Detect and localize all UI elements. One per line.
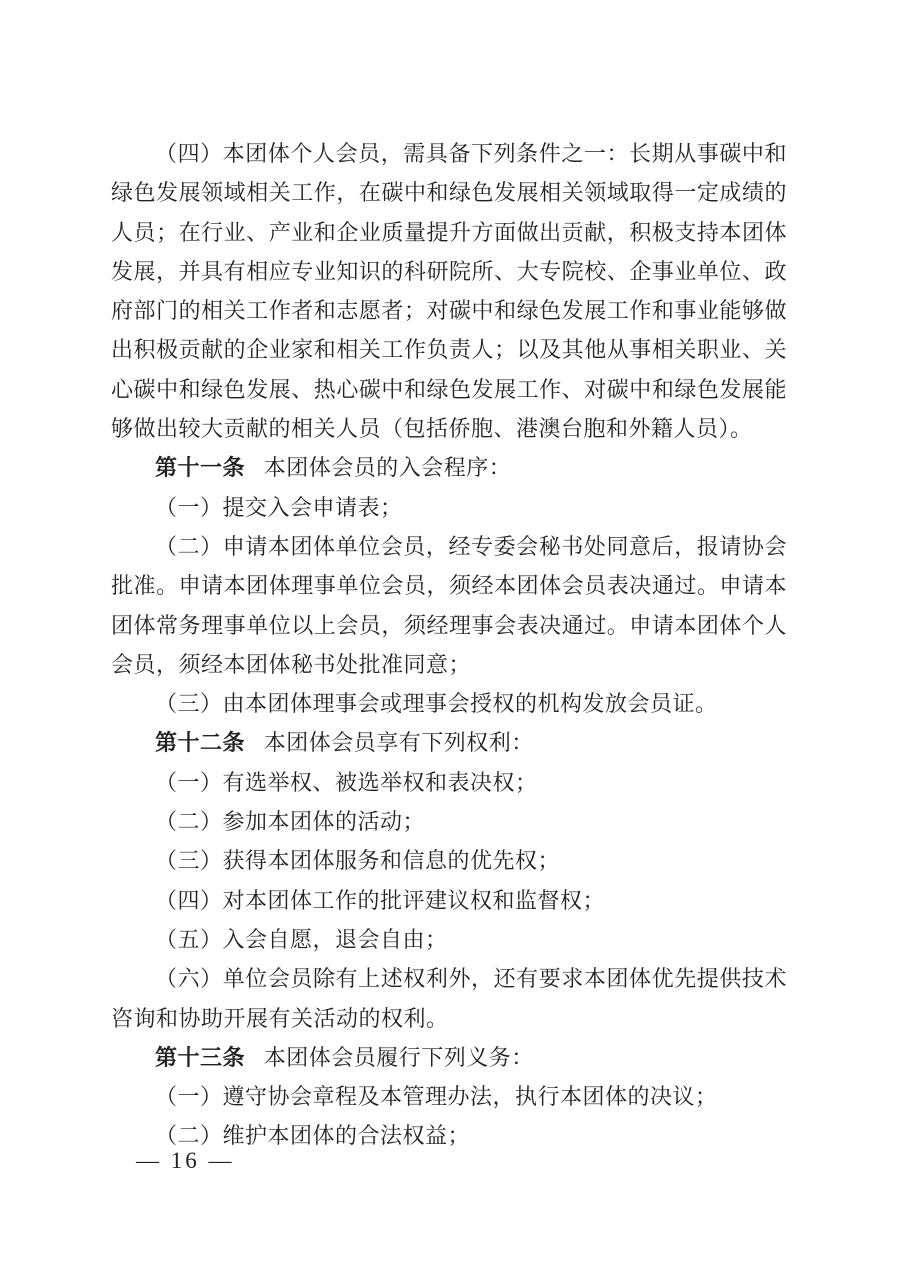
clause-item: （三）由本团体理事会或理事会授权的机构发放会员证。	[155, 691, 718, 717]
article-paragraph	[111, 448, 787, 487]
body-paragraph: （四）本团体个人会员，需具备下列条件之一：长期从事碳中和绿色发展领域相关工作，在碳中和绿色发展相关领域取得一定成绩的人员；在行业、产业和企业质量提升方面做出贡献，积极支持本团体发展，并具有相应专业知识的科研院所、大专院校、企事业单位、政府部门的相关工作者和志愿者；对碳中和绿色发展工作和事业能够做出积极贡献的企业家和相关工作负责人；以及其他从事相关职业、关心碳中和绿色发展、热心碳中和绿色发展工作、对碳中和绿色发展能够做出较大贡献的相关人员（包括侨胞、港澳台胞和外籍人员）。	[111, 141, 787, 442]
page-number: — 16 —	[136, 1148, 235, 1173]
clause-item: （二）维护本团体的合法权益；	[155, 1123, 471, 1149]
article-number: 第十三条	[155, 1044, 246, 1070]
article-number: 第十二条	[155, 730, 246, 756]
article-number: 第十一条	[155, 455, 246, 481]
clause-item: （四）对本团体工作的批评建议权和监督权；	[155, 887, 606, 913]
clause-item: （五）入会自愿，退会自由；	[155, 926, 448, 952]
clause-item: （一）有选举权、被选举权和表决权；	[155, 769, 538, 795]
clause-item: （二）申请本团体单位会员，经专委会秘书处同意后，报请协会批准。申请本团体理事单位会员，须经本团体会员表决通过。申请本团体常务理事单位以上会员，须经理事会表决通过。申请本团体个人会员，须经本团体秘书处批准同意；	[111, 533, 787, 677]
article-text: 本团体会员的入会程序：	[263, 455, 512, 481]
clause-item: （一）遵守协会章程及本管理办法，执行本团体的决议；	[155, 1084, 718, 1110]
clause-item: （六）单位会员除有上述权利外，还有要求本团体优先提供技术咨询和协助开展有关活动的权利。	[111, 966, 787, 1031]
article-text: 本团体会员履行下列义务：	[263, 1044, 534, 1070]
article-paragraph	[111, 723, 787, 762]
article-text: 本团体会员享有下列权利：	[263, 730, 534, 756]
clause-item: （二）参加本团体的活动；	[155, 809, 426, 835]
article-paragraph	[111, 1038, 787, 1077]
clause-item: （一）提交入会申请表；	[155, 494, 403, 520]
document-body	[111, 134, 787, 1156]
clause-item: （三）获得本团体服务和信息的优先权；	[155, 848, 561, 874]
